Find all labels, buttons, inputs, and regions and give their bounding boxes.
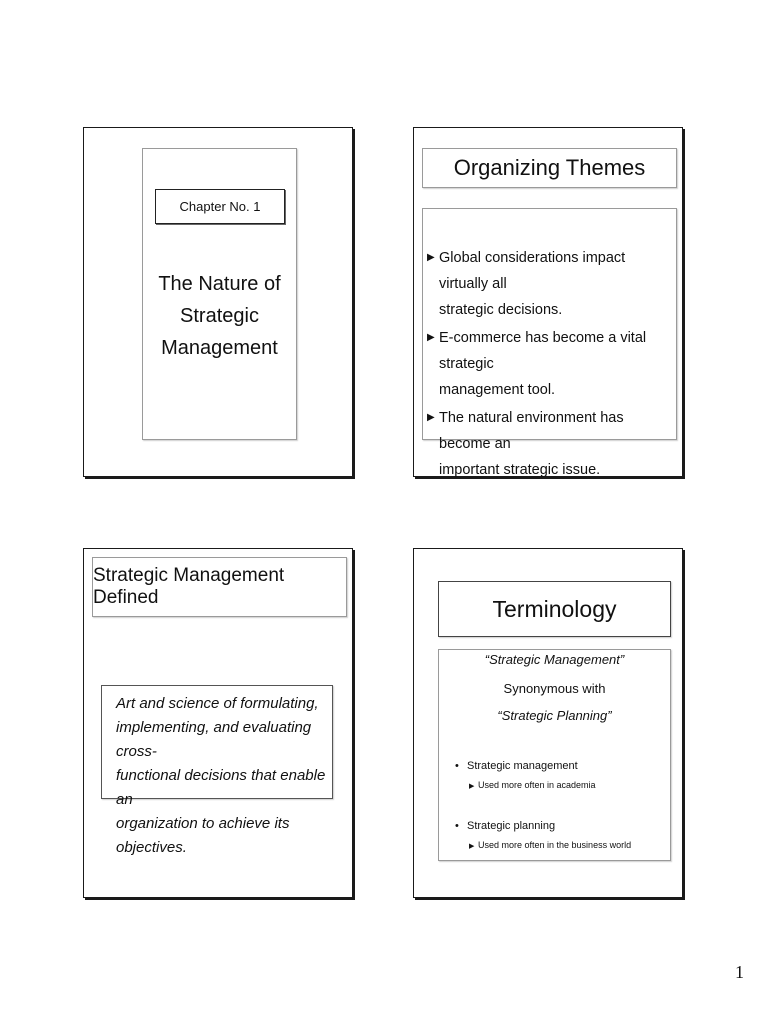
terminology-panel [438,649,671,861]
triangle-bullet-icon: ▶ [427,332,435,343]
chapter-title-line: The Nature of [158,273,281,295]
list-item [455,820,555,832]
list-item-label: Strategic planning [467,820,556,832]
list-item-line: Global considerations impact virtually all [439,250,626,292]
list-item-line: strategic decisions. [439,302,563,318]
list-item [427,325,671,403]
list-item [455,760,578,772]
slide-terminology [413,548,683,898]
sub-list-item [469,780,596,790]
sub-list-item-label: Used more often in the business world [478,840,632,850]
chapter-title-line: Strategic [180,305,259,327]
chapter-title [142,268,297,364]
triangle-bullet-icon: ▶ [427,412,435,423]
page-number: 1 [735,962,744,982]
list-item [427,405,671,483]
slide-title: Terminology [438,581,671,637]
themes-panel [422,208,677,478]
arrow-bullet-icon: ▶ [469,843,475,850]
definition-line: functional decisions that enable an [116,767,326,808]
list-item-label: Strategic management [467,760,578,772]
bullet-dot-icon: • [455,760,459,772]
term-strategic-planning: “Strategic Planning” [497,708,612,723]
bullet-dot-icon: • [455,820,459,832]
list-item-line: management tool. [439,382,556,398]
arrow-bullet-icon: ▶ [469,783,475,790]
slide-title: Organizing Themes [422,148,677,188]
synonym-text: Synonymous with [503,681,606,696]
term-strategic-management: “Strategic Management” [484,652,625,667]
definition-box [101,685,333,856]
slide-title-chapter [83,127,353,477]
chapter-label: Chapter No. 1 [155,189,285,224]
chapter-title-line: Management [161,337,278,359]
definition-line: Art and science of formulating, [116,695,319,712]
sub-list-item-label: Used more often in academia [478,780,596,790]
themes-list [427,245,671,485]
definition-line: implementing, and evaluating cross- [116,719,312,760]
definition-line: organization to achieve its objectives. [116,815,290,856]
list-item [427,245,671,323]
list-item-line: important strategic issue. [439,462,601,478]
slide-title: Strategic Management Defined [92,557,347,617]
slide-organizing-themes [413,127,683,477]
sub-list-item [469,840,631,850]
list-item-line: The natural environment has become an [439,410,624,452]
definition-text [116,692,328,860]
triangle-bullet-icon: ▶ [427,252,435,263]
list-item-line: E-commerce has become a vital strategic [439,330,647,372]
slide-definition [83,548,353,898]
